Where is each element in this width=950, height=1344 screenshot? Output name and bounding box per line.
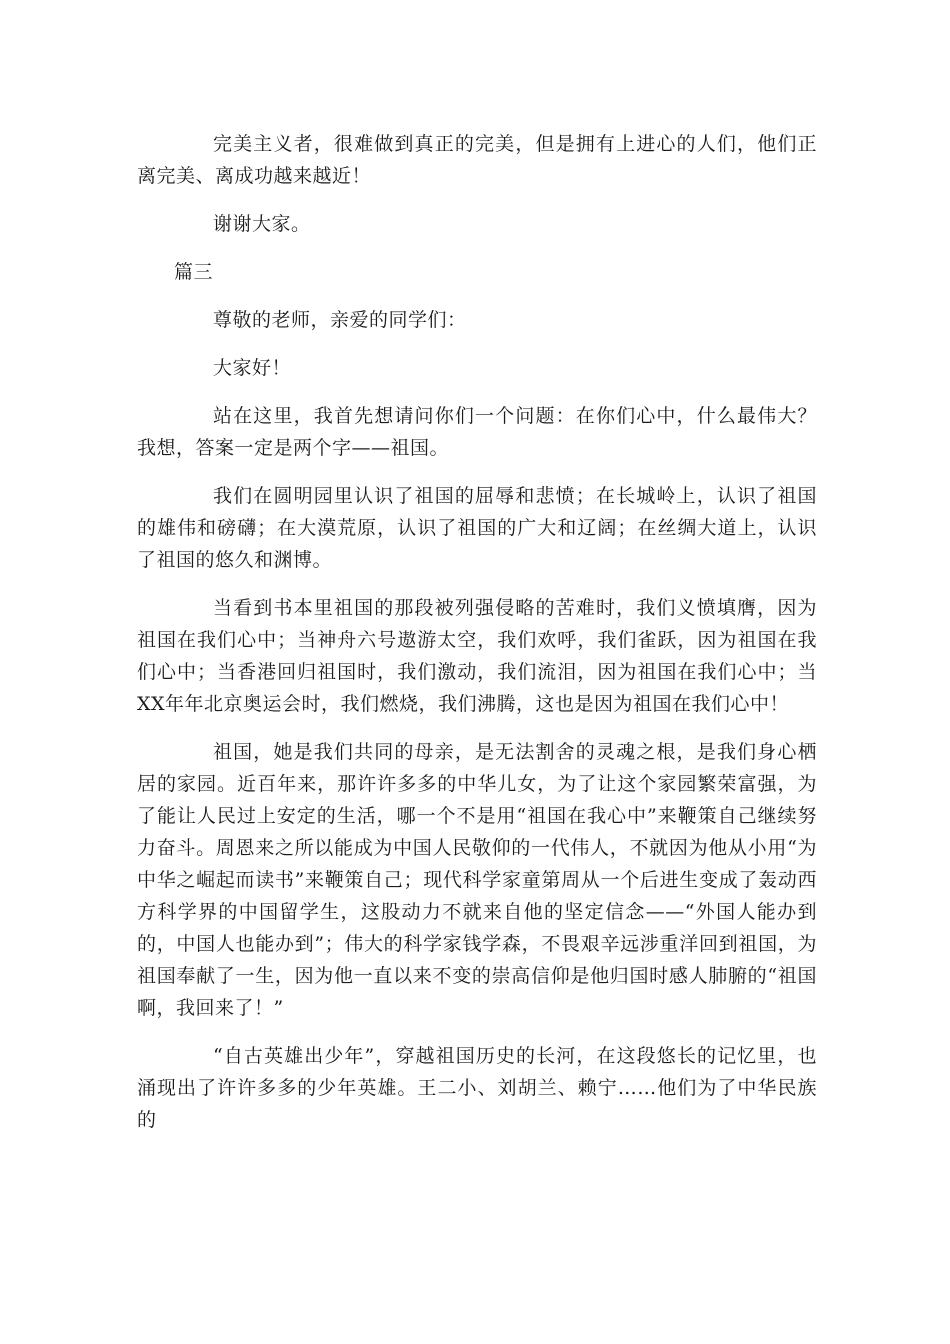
paragraph-young-heroes: “自古英雄出少年”，穿越祖国历史的长河，在这段悠长的记忆里，也涌现出了许许多多的少年英雄。王二小、刘胡兰、赖宁……他们为了中华民族的 — [137, 1045, 817, 1131]
paragraph-in-our-hearts: 当看到书本里祖国的那段被列强侵略的苦难时，我们义愤填膺，因为祖国在我们心中；当神舟六号遨游太空，我们欢呼，我们雀跃，因为祖国在我们心中；当香港回归祖国时，我们激动，我们流泪，因为祖国在我们心中；当XX年年北京奥运会时，我们燃烧，我们沸腾，这也是因为祖国在我们心中！ — [137, 597, 817, 715]
paragraph-greeting: 大家好！ — [213, 357, 292, 379]
paragraph-salutation: 尊敬的老师，亲爱的同学们： — [213, 309, 467, 331]
paragraph-thanks: 谢谢大家。 — [213, 213, 311, 235]
section-heading: 篇三 — [174, 261, 214, 283]
paragraph-closing-perfection: 完美主义者，很难做到真正的完美，但是拥有上进心的人们，他们正离完美、离成功越来越近！ — [137, 133, 817, 187]
document-body — [137, 128, 817, 1152]
paragraph-motherland: 祖国，她是我们共同的母亲，是无法割舍的灵魂之根，是我们身心栖居的家园。近百年来，那许许多多的中华儿女，为了让这个家园繁荣富强，为了能让人民过上安定的生活，哪一个不是用“祖国在我心中”来鞭策自己继续努力奋斗。周恩来之所以能成为中国人民敬仰的一代伟人，不就因为他从小用“为中华之崛起而读书”来鞭策自己；现代科学家童第周从一个后进生变成了轰动西方科学界的中国留学生，这股动力不就来自他的坚定信念——“外国人能办到的，中国人也能办到”；伟大的科学家钱学森，不畏艰辛远涉重洋回到祖国，为祖国奉献了一生，因为他一直以来不变的崇高信仰是他归国时感人肺腑的“祖国啊，我回来了！” — [137, 741, 817, 1019]
paragraph-question: 站在这里，我首先想请问你们一个问题：在你们心中，什么最伟大？我想，答案一定是两个字——祖国。 — [137, 405, 817, 459]
paragraph-recognition: 我们在圆明园里认识了祖国的屈辱和悲愤；在长城岭上，认识了祖国的雄伟和磅礴；在大漠荒原，认识了祖国的广大和辽阔；在丝绸大道上，认识了祖国的悠久和渊博。 — [137, 485, 817, 571]
